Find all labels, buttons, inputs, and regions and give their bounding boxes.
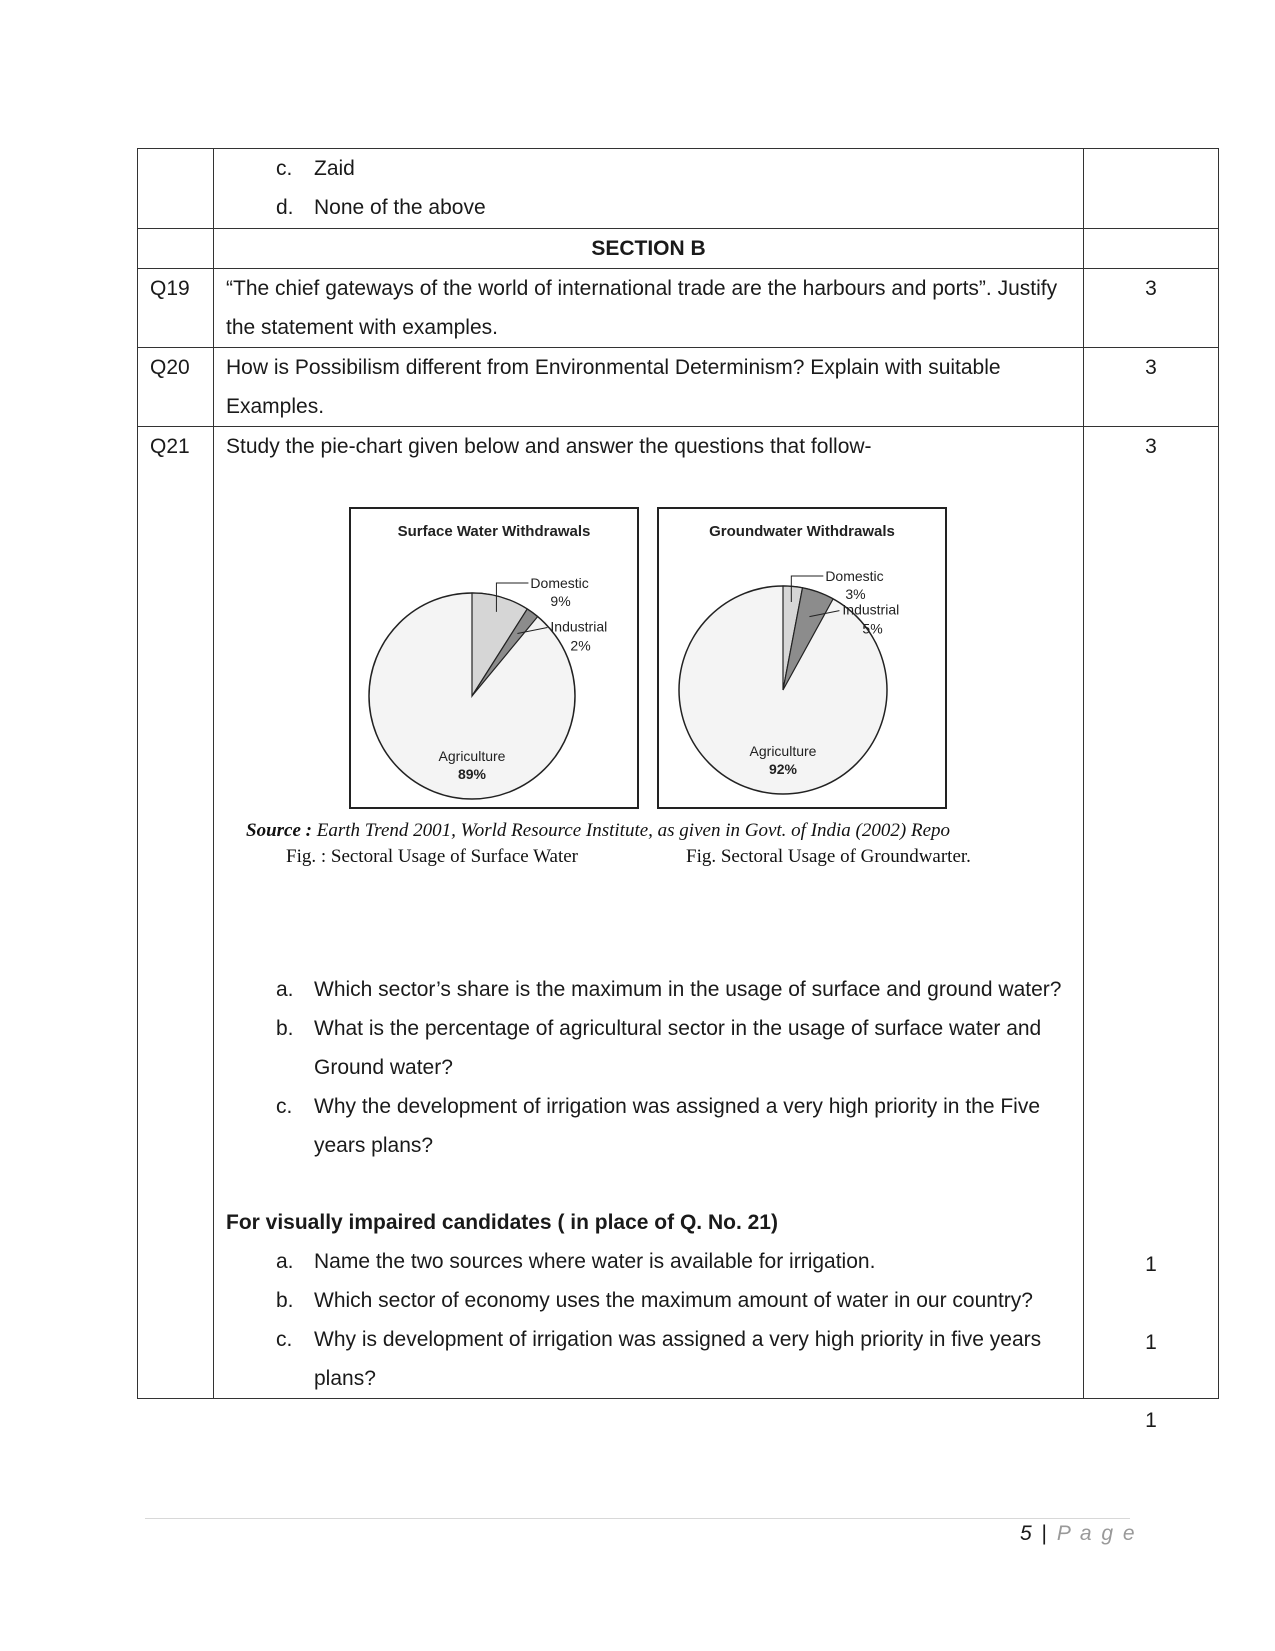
chart-title: Surface Water Withdrawals — [397, 523, 591, 540]
question-number: Q20 — [138, 348, 214, 427]
label-agriculture: Agriculture — [438, 748, 506, 764]
qno-cell — [138, 229, 214, 269]
marks-cell — [1084, 229, 1219, 269]
visually-impaired-heading: For visually impaired candidates ( in place of Q. No. 21) — [226, 1211, 778, 1234]
marks: 1 — [1145, 1331, 1157, 1354]
question-number: Q19 — [138, 269, 214, 348]
marks: 1 — [1145, 1409, 1157, 1432]
label-agriculture: Agriculture — [749, 743, 817, 759]
table-row — [138, 348, 1219, 427]
label-domestic-value: 3% — [845, 586, 866, 602]
list-item — [226, 1009, 1073, 1087]
marks: 3 — [1145, 435, 1157, 458]
question-subtext: Why the development of irrigation was assigned a very high priority in the Five years plans? — [314, 1095, 1041, 1157]
question-label: c. — [276, 1328, 293, 1351]
section-title: SECTION B — [214, 229, 1084, 269]
question-text: How is Possibilism different from Environmental Determinism? Explain with suitable Examples. — [214, 348, 1084, 427]
question-number: Q21 — [138, 427, 214, 1399]
figure-source — [246, 820, 950, 841]
options-cell — [214, 149, 1084, 229]
question-label: b. — [276, 1017, 294, 1040]
marks-cell — [1084, 427, 1219, 1432]
figure-source-label: Source : — [246, 820, 312, 841]
label-industrial-value: 2% — [570, 637, 591, 654]
label-agriculture-value: 92% — [768, 761, 798, 777]
option-label: d. — [276, 196, 294, 219]
marks: 1 — [1145, 1253, 1157, 1276]
question-subtext: Which sector’s share is the maximum in the usage of surface and ground water? — [314, 978, 1062, 1001]
figure-caption-left: Fig. : Sectoral Usage of Surface Water — [286, 846, 578, 867]
pie-chart-figure — [226, 466, 1096, 966]
option-text: Zaid — [314, 157, 355, 180]
page-label: P a g e — [1056, 1522, 1137, 1545]
table-row — [138, 427, 1219, 1399]
question-subtext: Why is development of irrigation was assigned a very high priority in five years plans? — [314, 1328, 1042, 1390]
question-table — [137, 148, 1219, 1432]
page-footer — [1020, 1522, 1137, 1546]
page-separator: | — [1041, 1522, 1049, 1545]
question-label: b. — [276, 1289, 294, 1312]
list-item — [226, 1281, 1073, 1320]
marks-cell — [1084, 149, 1219, 229]
list-item — [226, 970, 1073, 1009]
question-label: c. — [276, 1095, 293, 1118]
label-industrial: Industrial — [550, 618, 608, 635]
table-row — [138, 149, 1219, 229]
label-domestic: Domestic — [530, 575, 589, 591]
label-industrial-value: 5% — [862, 620, 883, 637]
list-item — [226, 1320, 1073, 1398]
question-text — [214, 427, 1084, 1399]
marks: 3 — [1084, 348, 1219, 427]
question-subtext: Which sector of economy uses the maximum amount of water in our country? — [314, 1289, 1033, 1312]
question-text: “The chief gateways of the world of international trade are the harbours and ports”. Justify the statement with examples. — [214, 269, 1084, 348]
option-item — [226, 188, 1073, 227]
page-number: 5 — [1020, 1522, 1034, 1545]
question-label: a. — [276, 1250, 294, 1273]
label-domestic: Domestic — [825, 568, 884, 584]
table-row — [138, 269, 1219, 348]
option-item — [226, 149, 1073, 188]
question-subtext: What is the percentage of agricultural sector in the usage of surface water and Ground water? — [314, 1017, 1042, 1079]
table-row — [138, 229, 1219, 269]
option-label: c. — [276, 157, 293, 180]
list-item — [226, 1242, 1073, 1281]
label-domestic-value: 9% — [550, 593, 571, 609]
qno-cell — [138, 149, 214, 229]
question-intro: Study the pie-chart given below and answer the questions that follow- — [226, 435, 872, 458]
chart-title: Groundwater Withdrawals — [709, 523, 895, 540]
option-text: None of the above — [314, 196, 486, 219]
list-item — [226, 1087, 1073, 1165]
marks: 3 — [1084, 269, 1219, 348]
label-industrial: Industrial — [842, 601, 900, 618]
figure-caption-right: Fig. Sectoral Usage of Groundwarter. — [686, 846, 971, 867]
figure — [226, 466, 1073, 966]
label-agriculture-value: 89% — [457, 766, 487, 782]
question-subtext: Name the two sources where water is available for irrigation. — [314, 1250, 876, 1273]
figure-source-text: Earth Trend 2001, World Resource Institute, as given in Govt. of India (2002) Repo — [311, 820, 950, 841]
question-label: a. — [276, 978, 294, 1001]
footer-divider — [145, 1518, 1130, 1519]
